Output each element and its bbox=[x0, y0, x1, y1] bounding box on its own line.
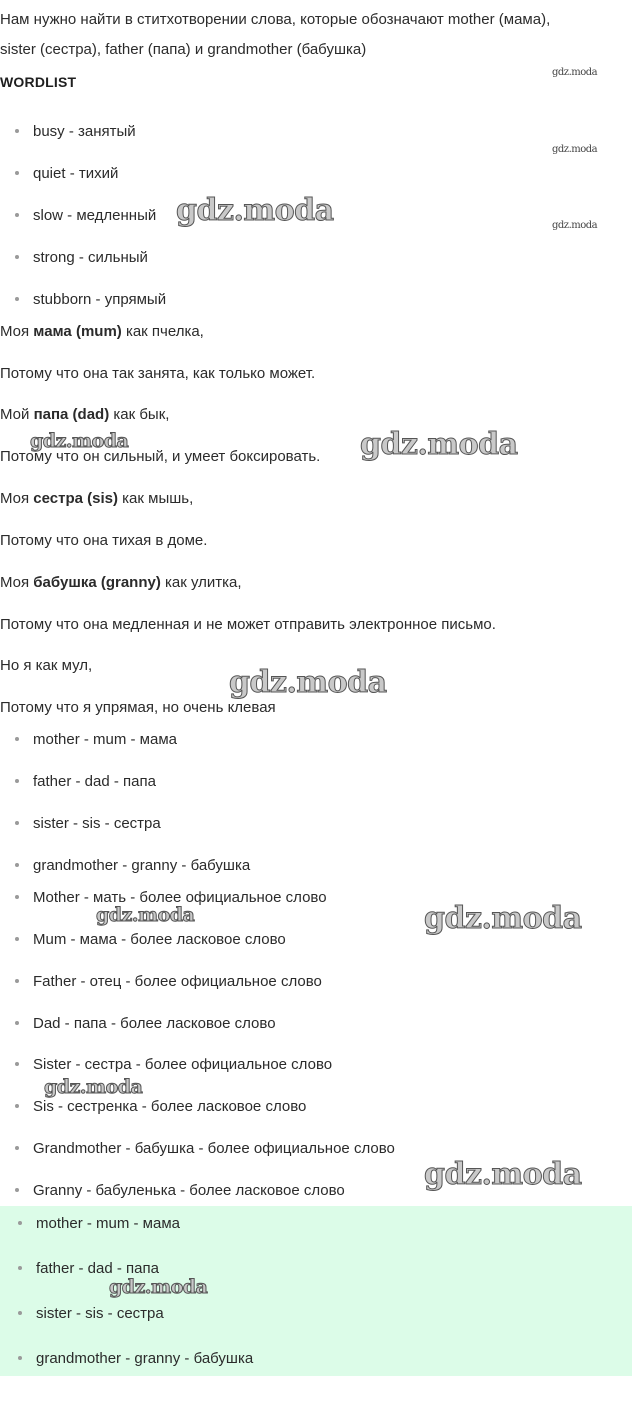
watermark: gdz.moda bbox=[360, 427, 518, 462]
list-item: Dad - папа - более ласковое слово bbox=[15, 1014, 276, 1034]
bullet-icon bbox=[15, 979, 19, 983]
list-item: Grandmother - бабушка - более официальное слово bbox=[15, 1139, 395, 1159]
poem-line: Мой папа (dad) как бык, bbox=[0, 406, 170, 423]
bullet-icon bbox=[15, 1104, 19, 1108]
list-item: strong - сильный bbox=[15, 248, 148, 268]
list-item: mother - mum - мама bbox=[15, 730, 177, 750]
watermark: gdz.moda bbox=[229, 665, 387, 700]
watermark: gdz.moda bbox=[109, 1276, 208, 1298]
intro-line-2: sister (сестра), father (папа) и grandmother (бабушка) bbox=[0, 41, 367, 58]
watermark: gdz.moda bbox=[552, 220, 598, 231]
bullet-icon bbox=[18, 1311, 22, 1315]
list-item: slow - медленный bbox=[15, 206, 156, 226]
bullet-icon bbox=[18, 1266, 22, 1270]
list-item: grandmother - granny - бабушка bbox=[18, 1349, 253, 1369]
list-item: stubborn - упрямый bbox=[15, 290, 166, 310]
bullet-icon bbox=[15, 297, 19, 301]
poem-line: Потому что он сильный, и умеет боксировать. bbox=[0, 448, 321, 465]
list-item: father - dad - папа bbox=[15, 772, 156, 792]
bullet-icon bbox=[15, 1146, 19, 1150]
bullet-icon bbox=[15, 863, 19, 867]
bullet-icon bbox=[15, 779, 19, 783]
list-item: sister - sis - сестра bbox=[15, 814, 161, 834]
list-item: father - dad - папа bbox=[18, 1259, 159, 1279]
watermark: gdz.moda bbox=[424, 1157, 582, 1192]
list-item: Sis - сестренка - более ласковое слово bbox=[15, 1097, 306, 1117]
list-item: busy - занятый bbox=[15, 122, 136, 142]
bullet-icon bbox=[15, 171, 19, 175]
list-item: Mother - мать - более официальное слово bbox=[15, 888, 327, 908]
watermark: gdz.moda bbox=[96, 904, 195, 926]
poem-line: Но я как мул, bbox=[0, 657, 93, 674]
poem-line: Потому что она так занята, как только может. bbox=[0, 365, 316, 382]
watermark: gdz.moda bbox=[176, 193, 334, 228]
bullet-icon bbox=[15, 1188, 19, 1192]
list-item: Granny - бабуленька - более ласковое слово bbox=[15, 1181, 345, 1201]
bullet-icon bbox=[15, 1062, 19, 1066]
watermark: gdz.moda bbox=[552, 144, 598, 155]
list-item: Mum - мама - более ласковое слово bbox=[15, 930, 286, 950]
list-item: quiet - тихий bbox=[15, 164, 118, 184]
poem-line: Потому что она тихая в доме. bbox=[0, 532, 208, 549]
poem-line: Потому что она медленная и не может отправить электронное письмо. bbox=[0, 616, 496, 633]
bullet-icon bbox=[15, 937, 19, 941]
bullet-icon bbox=[15, 1021, 19, 1025]
bullet-icon bbox=[18, 1221, 22, 1225]
bullet-icon bbox=[15, 737, 19, 741]
watermark: gdz.moda bbox=[552, 67, 598, 78]
poem-line: Потому что я упрямая, но очень клевая bbox=[0, 699, 276, 716]
bullet-icon bbox=[15, 255, 19, 259]
bullet-icon bbox=[15, 821, 19, 825]
list-item: grandmother - granny - бабушка bbox=[15, 856, 250, 876]
intro-line-1: Нам нужно найти в ститхотворении слова, которые обозначают mother (мама), bbox=[0, 11, 551, 28]
bullet-icon bbox=[15, 213, 19, 217]
list-item: mother - mum - мама bbox=[18, 1214, 180, 1234]
list-item: Sister - сестра - более официальное слово bbox=[15, 1055, 332, 1075]
list-item: Father - отец - более официальное слово bbox=[15, 972, 322, 992]
watermark: gdz.moda bbox=[30, 430, 129, 452]
wordlist-heading: WORDLIST bbox=[0, 74, 77, 90]
bullet-icon bbox=[18, 1356, 22, 1360]
watermark: gdz.moda bbox=[44, 1076, 143, 1098]
watermark: gdz.moda bbox=[424, 901, 582, 936]
poem-line: Моя мама (mum) как пчелка, bbox=[0, 323, 204, 340]
bullet-icon bbox=[15, 895, 19, 899]
list-item: sister - sis - сестра bbox=[18, 1304, 164, 1324]
poem-line: Моя сестра (sis) как мышь, bbox=[0, 490, 194, 507]
poem-line: Моя бабушка (granny) как улитка, bbox=[0, 574, 242, 591]
bullet-icon bbox=[15, 129, 19, 133]
